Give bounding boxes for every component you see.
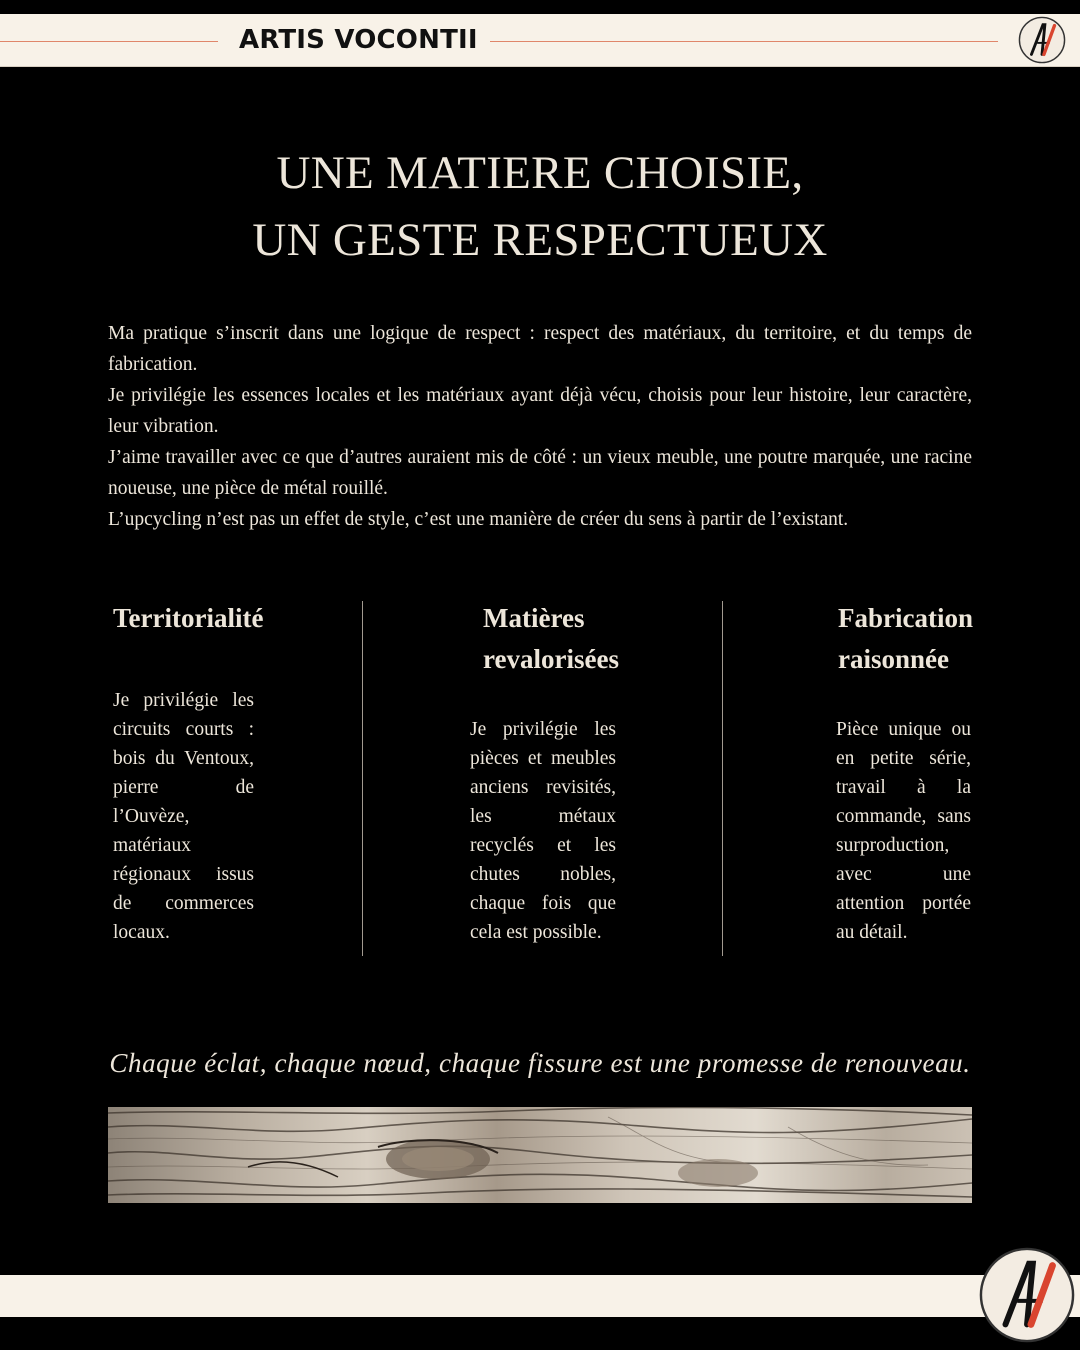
av-monogram-icon (978, 1246, 1076, 1344)
header-rule-right (490, 41, 998, 42)
column-divider (722, 601, 723, 956)
intro-paragraph: Ma pratique s’inscrit dans une logique de respect : respect des matériaux, du territoire, et du temps de fabrication. (108, 323, 972, 375)
brand-name: ARTIS VOCONTII (239, 25, 478, 55)
intro-paragraph: J’aime travailler avec ce que d’autres auraient mis de côté : un vieux meuble, une poutre marquée, une racine noueuse, une pièce de métal rouillé. (108, 447, 972, 499)
wood-texture-image (108, 1107, 972, 1203)
title-line-2: UN GESTE RESPECTUEUX (252, 214, 828, 266)
header-rule-left (0, 41, 218, 42)
intro-text (108, 318, 972, 535)
title-line-1: UNE MATIERE CHOISIE, (276, 147, 804, 199)
av-monogram-icon (1018, 16, 1066, 64)
footer-bar (0, 1275, 1080, 1317)
column-title-fabrication: Fabrication raisonnée (838, 603, 973, 674)
column-text-territorialite: Je privilégie les circuits courts : bois du Ventoux, pierre de l’Ouvèze, matériaux régionaux issus de commerces locaux. (113, 690, 254, 943)
page-title (0, 140, 1080, 274)
column-divider (362, 601, 363, 956)
column-title-matieres: Matières revalorisées (483, 603, 619, 674)
header-bar (0, 14, 1080, 67)
column-title-territorialite: Territorialité (113, 603, 264, 633)
column-text-matieres: Je privilégie les pièces et meubles anciens revisités, les métaux recyclés et les chutes nobles, chaque fois que cela est possible. (470, 719, 616, 943)
quote: Chaque éclat, chaque nœud, chaque fissure est une promesse de renouveau. (109, 1048, 971, 1078)
intro-paragraph: L’upcycling n’est pas un effet de style, c’est une manière de créer du sens à partir de l’existant. (108, 509, 849, 530)
column-text-fabrication: Pièce unique ou en petite série, travail à la commande, sans surproduction, avec une attention portée au détail. (836, 719, 971, 943)
intro-paragraph: Je privilégie les essences locales et les matériaux ayant déjà vécu, choisis pour leur histoire, leur caractère, leur vibration. (108, 385, 972, 437)
